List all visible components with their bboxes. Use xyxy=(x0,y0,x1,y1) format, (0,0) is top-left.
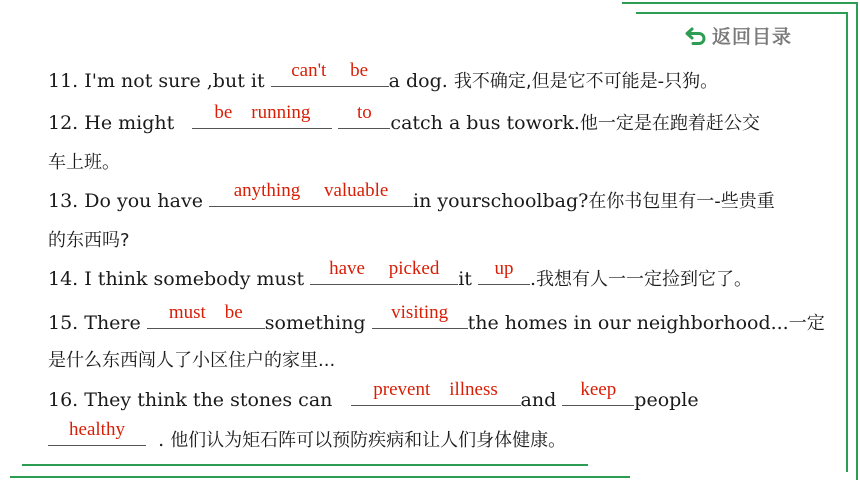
answer-text: have picked xyxy=(329,258,440,279)
answer-text: prevent illness xyxy=(373,379,498,400)
answer-text: be running xyxy=(214,102,311,123)
chinese-translation: 一定 xyxy=(788,313,825,334)
sentence-text: I think somebody must xyxy=(84,268,305,290)
answer-text: healthy xyxy=(69,419,125,440)
answer-text: anything valuable xyxy=(233,180,389,201)
frame-border-top-inner xyxy=(636,12,848,14)
answer-text: must be xyxy=(168,302,243,323)
return-arrow-icon xyxy=(684,24,708,48)
sentence-text: people xyxy=(634,389,699,411)
chinese-translation: 我想有人一一定捡到它了。 xyxy=(536,269,753,290)
answer-blank xyxy=(271,60,389,87)
answer-blank xyxy=(372,302,468,329)
sentence-text: and xyxy=(520,389,557,411)
sentence-text: it xyxy=(458,268,472,290)
answer-text: up xyxy=(494,258,514,279)
answer-blank xyxy=(351,379,521,406)
item-number: 11. xyxy=(48,70,79,92)
sentence-text: They think the stones can xyxy=(84,389,333,411)
sentence-text: . xyxy=(158,429,165,451)
item-number: 12. xyxy=(48,112,79,134)
item-number: 14. xyxy=(48,268,79,290)
frame-border-right xyxy=(856,2,858,480)
sentence-text: in yourschoolbag? xyxy=(413,190,589,212)
sentence-text: I'm not sure ,but it xyxy=(84,70,265,92)
chinese-translation-continued: 是什么东西闯人了小区住户的家里... xyxy=(48,350,336,371)
exercise-item-14 xyxy=(48,258,753,291)
exercise-item-15 xyxy=(48,302,825,335)
item-number: 16. xyxy=(48,389,79,411)
answer-blank xyxy=(48,419,146,446)
frame-border-bottom xyxy=(22,464,588,466)
frame-border-bottom-outer xyxy=(10,476,630,478)
answer-blank xyxy=(192,102,332,129)
back-to-contents-label: 返回目录 xyxy=(712,26,793,48)
sentence-text: something xyxy=(264,312,366,334)
sentence-text: He might xyxy=(84,112,175,134)
chinese-translation-continued: 车上班。 xyxy=(48,152,120,173)
sentence-text: catch a bus towork. xyxy=(390,112,580,134)
exercise-item-11 xyxy=(48,60,719,93)
frame-border-top xyxy=(622,2,858,4)
answer-text: visiting xyxy=(391,302,449,323)
answer-blank xyxy=(562,379,634,406)
answer-blank xyxy=(147,302,265,329)
answer-text: to xyxy=(357,102,372,123)
exercise-item-16-continued xyxy=(48,419,567,452)
sentence-text: Do you have xyxy=(84,190,203,212)
chinese-translation: 在你书包里有一-些贵重 xyxy=(588,191,775,212)
answer-text: can't be xyxy=(291,60,369,81)
answer-blank xyxy=(478,258,530,285)
answer-blank xyxy=(209,180,413,207)
exercise-item-13 xyxy=(48,180,775,213)
chinese-translation-continued: 的东西吗? xyxy=(48,230,130,251)
item-number: 15. xyxy=(48,312,79,334)
chinese-translation: 他们认为矩石阵可以预防疾病和让人们身体健康。 xyxy=(170,430,567,451)
sentence-text: . xyxy=(530,268,537,290)
exercise-item-12 xyxy=(48,102,760,135)
item-number: 13. xyxy=(48,190,79,212)
chinese-translation: 他一定是在跑着赶公交 xyxy=(579,113,760,134)
sentence-text: a dog. xyxy=(388,70,448,92)
sentence-text: There xyxy=(84,312,141,334)
frame-border-right-inner xyxy=(846,12,848,472)
answer-blank xyxy=(310,258,458,285)
back-to-contents-button[interactable] xyxy=(684,22,792,49)
sentence-text: the homes in our neighborhood... xyxy=(467,312,789,334)
answer-text: keep xyxy=(580,379,617,400)
exercise-item-16 xyxy=(48,379,699,411)
chinese-translation: 我不确定,但是它不可能是-只狗。 xyxy=(453,71,719,92)
answer-blank xyxy=(338,102,390,129)
